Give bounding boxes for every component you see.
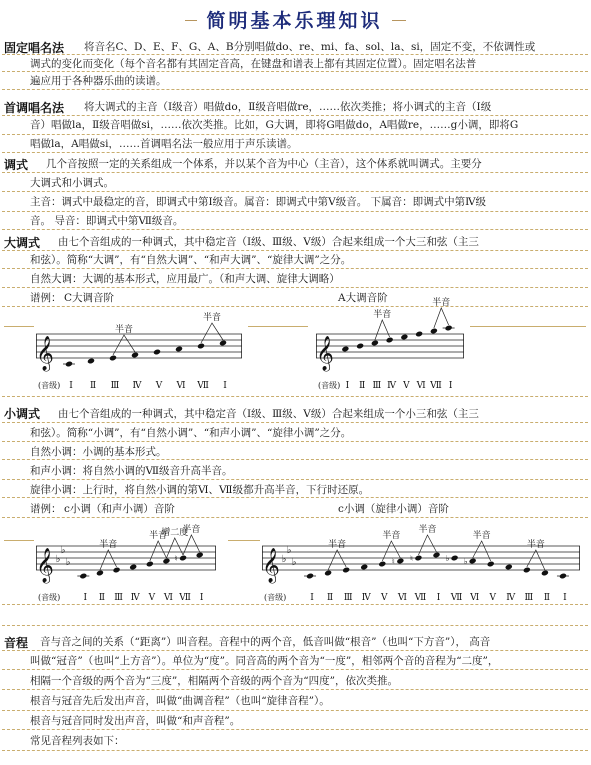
degree-numeral: Ⅰ bbox=[223, 381, 227, 391]
flat-sign: ♭ bbox=[55, 554, 61, 565]
ruled-line bbox=[2, 479, 588, 480]
degree-numeral: Ⅰ bbox=[345, 381, 350, 391]
semitone-label: 半音 bbox=[526, 540, 545, 550]
note-head bbox=[306, 573, 314, 580]
semitone-label: 半音 bbox=[432, 298, 451, 308]
staff-c-harmonic-minor bbox=[36, 524, 218, 604]
interval-line-5: 根音与冠音同时发出声音，叫做“和声音程”。 bbox=[30, 715, 241, 727]
degree-numeral: Ⅵ bbox=[163, 593, 173, 603]
semitone-label: 半音 bbox=[99, 540, 118, 550]
note-head bbox=[109, 355, 117, 362]
degree-numeral: Ⅳ bbox=[506, 593, 516, 603]
note-head bbox=[197, 343, 205, 350]
note-head bbox=[65, 361, 73, 368]
degree-numeral: Ⅲ bbox=[114, 593, 123, 603]
ruled-line bbox=[2, 669, 588, 670]
degree-numeral: Ⅲ bbox=[524, 593, 534, 603]
minor-line-4: 和声小调：将自然小调的Ⅶ级音升高半音。 bbox=[30, 465, 233, 477]
ruled-line bbox=[2, 729, 588, 730]
semitone-label: 半音 bbox=[472, 531, 491, 541]
ruled-line bbox=[2, 750, 588, 751]
degree-numeral: Ⅲ bbox=[110, 381, 120, 391]
staff-c-major bbox=[36, 312, 244, 392]
short-rule bbox=[470, 326, 586, 327]
note-head bbox=[196, 552, 204, 559]
ruled-line bbox=[2, 306, 588, 307]
semitone-label: 增二度 bbox=[161, 528, 189, 538]
title-area bbox=[0, 4, 591, 34]
degree-numeral: Ⅰ bbox=[199, 593, 204, 603]
semitone-label: 半音 bbox=[418, 525, 437, 535]
major-example-left: C大调音阶 bbox=[64, 292, 115, 304]
degree-numeral: Ⅶ bbox=[414, 593, 427, 603]
treble-clef-icon: 𝄞 bbox=[262, 548, 280, 583]
ruled-line bbox=[2, 689, 588, 690]
degree-numeral: Ⅰ bbox=[310, 593, 314, 603]
major-example-label: 谱例： bbox=[30, 292, 62, 304]
degree-numeral: Ⅶ bbox=[197, 381, 209, 391]
semitone-mark bbox=[328, 550, 346, 570]
semitone-mark bbox=[527, 550, 545, 570]
semitone-label: 半音 bbox=[182, 525, 201, 535]
note-head bbox=[87, 358, 95, 365]
semitone-mark bbox=[100, 550, 117, 570]
major-line-3: 自然大调：大调的基本形式，应用最广。（和声大调、旋律大调略） bbox=[30, 273, 340, 285]
degree-numeral: Ⅴ bbox=[148, 593, 156, 603]
note-head bbox=[541, 570, 549, 577]
mode-line-2: 大调式和小调式。 bbox=[30, 177, 114, 189]
note-head bbox=[414, 555, 422, 562]
degree-label: (音级) bbox=[38, 593, 61, 602]
degree-numeral: Ⅶ bbox=[430, 381, 442, 391]
mode-line-4: 音。 导音：即调式中第Ⅶ级音。 bbox=[30, 215, 184, 227]
minor-example-label: 谱例： bbox=[30, 503, 62, 515]
title-rule-left bbox=[185, 20, 197, 21]
minor-example-right: c小调（旋律小调）音阶 bbox=[338, 503, 449, 515]
degree-numeral: Ⅵ bbox=[470, 593, 480, 603]
degree-label: (音级) bbox=[38, 381, 61, 390]
degree-numeral: Ⅱ bbox=[98, 593, 105, 603]
title-rule-right bbox=[392, 20, 406, 21]
degree-numeral: Ⅱ bbox=[543, 593, 550, 603]
note-head bbox=[341, 346, 349, 353]
accidental-sign: ♮ bbox=[391, 557, 395, 566]
ruled-line bbox=[2, 152, 588, 153]
note-head bbox=[445, 325, 453, 332]
note-head bbox=[451, 555, 459, 562]
major-example-right: A大调音阶 bbox=[338, 292, 388, 304]
note-head bbox=[415, 331, 423, 338]
minor-line-2: 和弦）。简称“小调”，有“自然小调”、“和声小调”、“旋律小调”之分。 bbox=[30, 427, 352, 439]
note-head bbox=[96, 570, 104, 577]
degree-numeral: Ⅰ bbox=[69, 381, 73, 391]
degree-numeral: Ⅳ bbox=[361, 593, 371, 603]
degree-numeral: Ⅳ bbox=[387, 381, 397, 391]
degree-numeral: Ⅳ bbox=[132, 381, 142, 391]
term-movable-do: 首调唱名法 bbox=[4, 101, 65, 115]
interval-line-4: 根音与冠音先后发出声音，叫做“曲调音程”（也叫“旋律音程”）。 bbox=[30, 695, 330, 707]
note-head bbox=[469, 558, 477, 565]
degree-numeral: Ⅶ bbox=[450, 593, 463, 603]
ruled-line bbox=[2, 710, 588, 711]
degree-numeral: Ⅳ bbox=[130, 593, 140, 603]
term-mode: 调式 bbox=[4, 158, 29, 172]
movable-do-line-1: 将大调式的主音（Ⅰ级音）唱做do，Ⅱ级音唱做re，……依次类推；将小调式的主音（Ⅰ级 bbox=[84, 101, 492, 113]
ruled-line bbox=[2, 396, 588, 397]
minor-line-1: 由七个音组成的一种调式，其中稳定音（Ⅰ级、Ⅲ级、Ⅴ级）合起来组成一个小三和弦（主三 bbox=[58, 408, 479, 420]
semitone-mark bbox=[434, 308, 449, 328]
degree-numeral: Ⅱ bbox=[89, 381, 97, 391]
treble-clef-icon: 𝄞 bbox=[36, 336, 54, 371]
ruled-line bbox=[2, 229, 588, 230]
ruled-line bbox=[2, 172, 588, 173]
ruled-line bbox=[2, 287, 588, 288]
mode-line-1: 几个音按照一定的关系组成一个体系，并以某个音为中心（主音），这个体系就叫调式。主要分 bbox=[46, 158, 482, 170]
mode-line-3: 主音：调式中最稳定的音，即调式中第Ⅰ级音。属音：即调式中第Ⅴ级音。 下属音：即调式中第Ⅳ级 bbox=[30, 196, 487, 208]
note-head bbox=[79, 573, 87, 580]
flat-sign: ♭ bbox=[60, 545, 66, 556]
degree-numeral: Ⅱ bbox=[359, 381, 366, 391]
interval-line-3: 相隔一个音级的两个音为“三度”，相隔两个音级的两个音为“四度”，依次类推。 bbox=[30, 675, 398, 687]
fixed-do-line-1: 将音名C、D、E、F、G、A、B分别唱做do、re、mi、fa、sol、la、si，固定不变，不依调性或 bbox=[84, 41, 536, 53]
note-head bbox=[342, 567, 350, 574]
accidental-sign: ♮ bbox=[174, 554, 178, 563]
minor-line-5: 旋律小调：上行时，将自然小调的第Ⅵ、Ⅶ级都升高半音，下行时还原。 bbox=[30, 484, 370, 496]
ruled-line bbox=[2, 441, 588, 442]
ruled-line bbox=[2, 517, 588, 518]
note-head bbox=[129, 564, 137, 571]
interval-line-2: 叫做“冠音”（也叫“上方音”）。单位为“度”。同音高的两个音为“一度”，相邻两个音的音程为“二度”， bbox=[30, 655, 499, 667]
note-head bbox=[131, 352, 139, 359]
term-minor: 小调式 bbox=[4, 407, 41, 421]
degree-numeral: Ⅱ bbox=[327, 593, 334, 603]
ruled-line bbox=[2, 134, 588, 135]
major-line-1: 由七个音组成的一种调式，其中稳定音（Ⅰ级、Ⅲ级、Ⅴ级）合起来组成一个大三和弦（主三 bbox=[58, 236, 479, 248]
degree-numeral: Ⅰ bbox=[83, 593, 88, 603]
semitone-mark bbox=[375, 320, 390, 340]
ruled-line bbox=[2, 422, 588, 423]
note-head bbox=[396, 558, 404, 565]
semitone-label: 半音 bbox=[114, 325, 134, 335]
note-head bbox=[324, 570, 332, 577]
note-head bbox=[400, 334, 408, 341]
note-head bbox=[360, 564, 368, 571]
semitone-label: 半音 bbox=[202, 313, 222, 323]
accidental-sign: ♭ bbox=[463, 557, 468, 566]
fixed-do-line-2: 调式的变化而变化（每个音名都有其固定音高，在键盘和谱表上都有其固定位置）。固定唱名法普 bbox=[30, 58, 477, 70]
short-rule bbox=[4, 326, 34, 327]
note-head bbox=[378, 561, 386, 568]
note-head bbox=[219, 340, 227, 347]
ruled-line bbox=[2, 625, 588, 626]
fixed-do-line-3: 遍应用于各种器乐曲的读谱。 bbox=[30, 75, 167, 87]
ruled-line bbox=[2, 650, 588, 651]
flat-sign: ♭ bbox=[281, 554, 287, 565]
ruled-line bbox=[2, 497, 588, 498]
minor-example-left: c小调（和声小调）音阶 bbox=[64, 503, 175, 515]
major-line-2: 和弦）。简称“大调”，有“自然大调”、“和声大调”、“旋律大调”之分。 bbox=[30, 254, 352, 266]
degree-label: (音级) bbox=[264, 593, 287, 602]
semitone-label: 半音 bbox=[149, 531, 168, 541]
note-head bbox=[432, 552, 440, 559]
flat-sign: ♭ bbox=[286, 545, 292, 556]
note-head bbox=[162, 558, 170, 565]
note-head bbox=[386, 337, 394, 344]
ruled-line bbox=[2, 191, 588, 192]
note-head bbox=[505, 564, 513, 571]
treble-clef-icon: 𝄞 bbox=[36, 548, 54, 583]
short-rule bbox=[228, 540, 260, 541]
ruled-line bbox=[2, 604, 588, 605]
degree-numeral: Ⅲ bbox=[372, 381, 382, 391]
movable-do-line-3: 唱做la，A唱做si，……首调唱名法一般应用于声乐读谱。 bbox=[30, 138, 298, 150]
flat-sign: ♭ bbox=[291, 557, 297, 568]
note-head bbox=[371, 340, 379, 347]
semitone-label: 半音 bbox=[373, 310, 392, 320]
degree-numeral: Ⅵ bbox=[397, 593, 407, 603]
accidental-sign: ♭ bbox=[445, 554, 450, 563]
movable-do-line-2: 音）唱做la，Ⅱ级音唱做si，……依次类推。比如，G大调，即将G唱做do，A唱做re，……g小调，即将G bbox=[30, 119, 519, 131]
page-title: 简明基本乐理知识 bbox=[206, 10, 383, 32]
note-head bbox=[113, 567, 121, 574]
note-head bbox=[356, 343, 364, 350]
note-head bbox=[153, 349, 161, 356]
note-head bbox=[175, 346, 183, 353]
degree-numeral: Ⅰ bbox=[563, 593, 567, 603]
semitone-label: 半音 bbox=[382, 531, 401, 541]
accidental-sign: ♮ bbox=[410, 554, 413, 563]
degree-numeral: Ⅲ bbox=[343, 593, 353, 603]
degree-numeral: Ⅶ bbox=[179, 593, 191, 603]
minor-line-3: 自然小调：小调的基本形式。 bbox=[30, 446, 167, 458]
treble-clef-icon: 𝄞 bbox=[316, 336, 334, 371]
degree-numeral: Ⅴ bbox=[381, 593, 388, 603]
note-head bbox=[146, 561, 154, 568]
staff-c-melodic-minor bbox=[262, 524, 582, 604]
ruled-line bbox=[2, 250, 588, 251]
interval-line-1: 音与音之间的关系（“距离”）叫音程。音程中的两个音，低音叫做“根音”（也叫“下方音”）， 高音 bbox=[40, 636, 491, 648]
short-rule bbox=[248, 326, 308, 327]
ruled-line bbox=[2, 211, 588, 212]
degree-numeral: Ⅴ bbox=[489, 593, 496, 603]
degree-numeral: Ⅵ bbox=[176, 381, 186, 391]
note-head bbox=[559, 573, 567, 580]
note-head bbox=[523, 567, 531, 574]
degree-numeral: Ⅴ bbox=[403, 381, 410, 391]
ruled-line bbox=[2, 89, 588, 90]
degree-numeral: Ⅰ bbox=[448, 381, 453, 391]
degree-numeral: Ⅰ bbox=[436, 593, 441, 603]
ruled-line bbox=[2, 268, 588, 269]
interval-line-6: 常见音程列表如下： bbox=[30, 735, 125, 747]
note-head bbox=[487, 561, 495, 568]
term-major: 大调式 bbox=[4, 236, 41, 250]
term-interval: 音程 bbox=[4, 636, 29, 650]
flat-sign: ♭ bbox=[65, 557, 71, 568]
degree-label: (音级) bbox=[318, 381, 341, 390]
ruled-line bbox=[2, 459, 588, 460]
degree-numeral: Ⅵ bbox=[416, 381, 426, 391]
note-head bbox=[179, 555, 187, 562]
semitone-label: 半音 bbox=[328, 540, 347, 550]
ruled-line bbox=[2, 115, 588, 116]
degree-numeral: Ⅴ bbox=[155, 381, 163, 391]
short-rule bbox=[4, 540, 34, 541]
ruled-line bbox=[2, 71, 588, 72]
note-head bbox=[430, 328, 438, 335]
ruled-line bbox=[2, 54, 588, 55]
term-fixed-do: 固定唱名法 bbox=[4, 41, 65, 55]
